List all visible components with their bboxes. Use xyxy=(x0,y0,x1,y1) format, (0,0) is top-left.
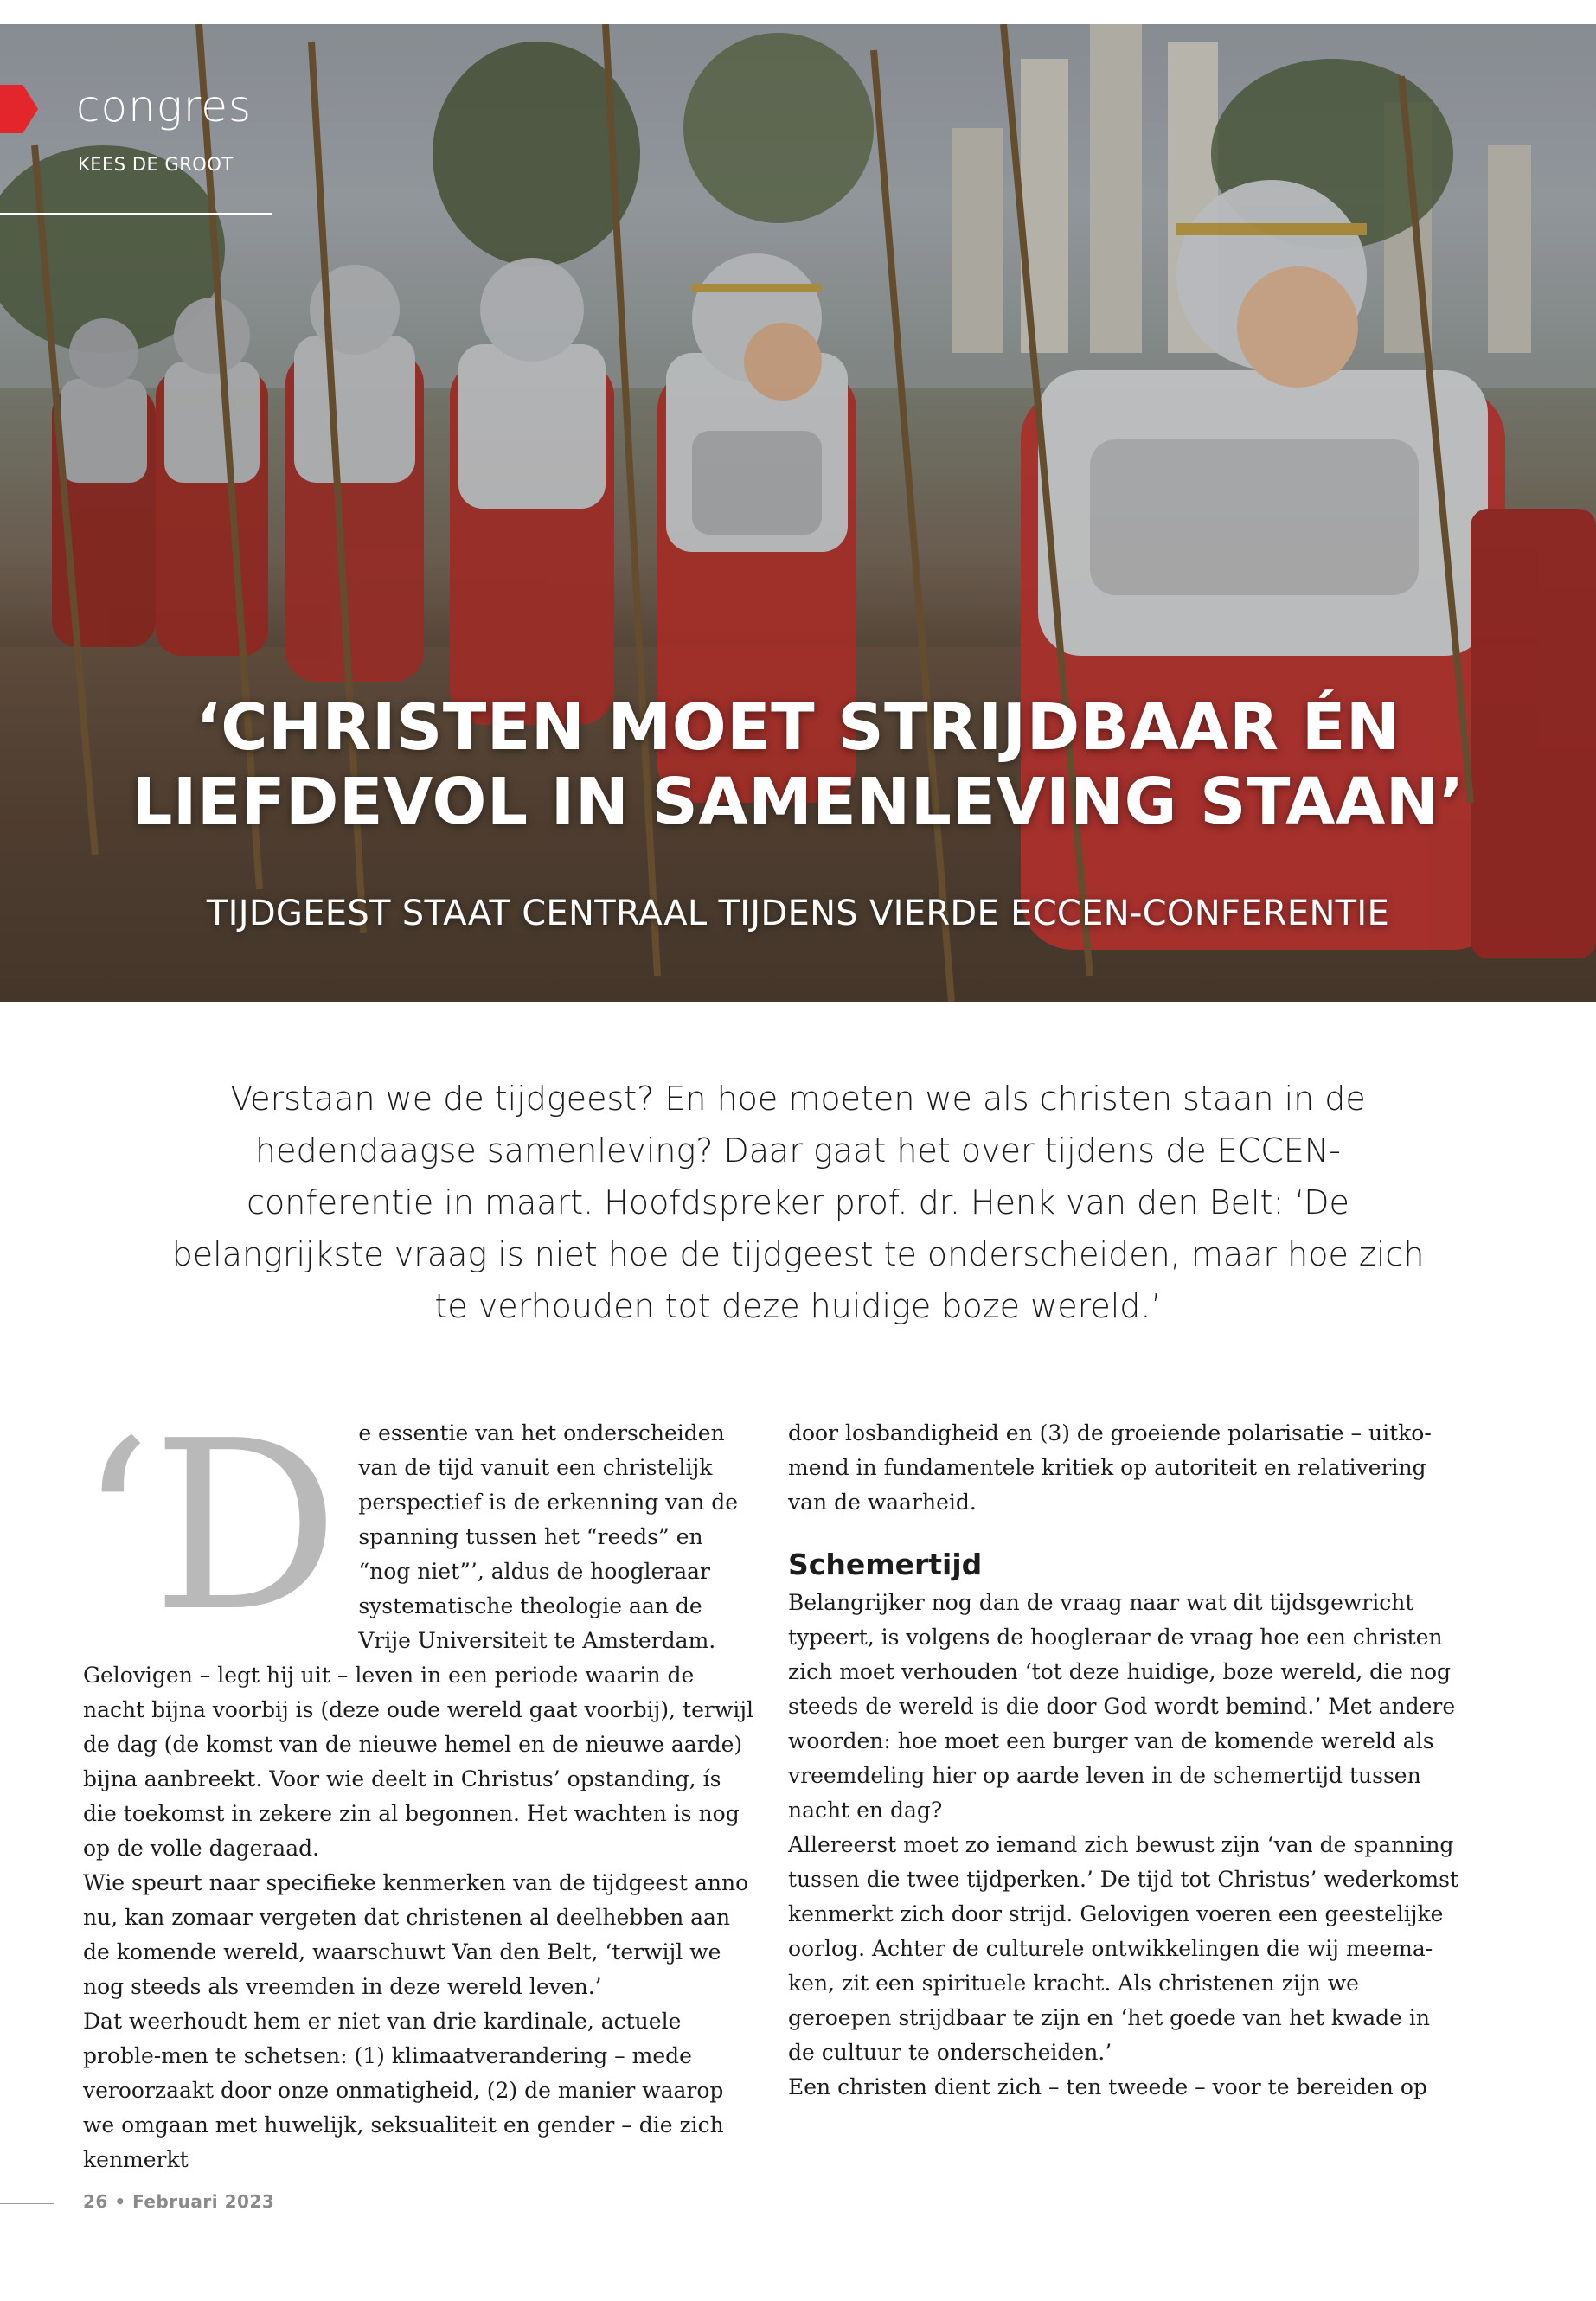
paragraph: Belangrijker nog dan de vraag naar wat dit tijdsgewricht typeert, is volgens de hoogleraar de vraag hoe een christen zich moet verhouden ‘tot deze huidige, boze wereld, die nog steeds de wereld is die door God wordt bemind.’ Met andere woorden: hoe moet een burger van de komende wereld als vreemdeling hier op aarde leven in de schemertijd tussen nacht en dag? xyxy=(788,1590,1456,1823)
author-byline: KEES DE GROOT xyxy=(78,154,234,175)
roman-legionaries-photo xyxy=(0,24,1596,1002)
article-intro: Verstaan we de tijdgeest? En hoe moeten we als christen staan in de hedendaagse samenleving? Daar gaat het over tijdens de ECCEN-conferentie in maart. Hoofdspreker prof. dr. Henk van den Belt: ‘De belangrijkste vraag is niet hoe de tijdgeest te onderscheiden, maar hoe zich te verhouden tot deze huidige boze wereld.’ xyxy=(171,1080,1425,1325)
footer-separator: • xyxy=(114,2191,126,2212)
footer-rule xyxy=(0,2203,54,2204)
article-headline xyxy=(52,690,1544,839)
article-subheadline: TIJDGEEST STAAT CENTRAAL TIJDENS VIERDE ECCEN-CONFERENTIE xyxy=(206,894,1390,933)
article-column-right xyxy=(788,1416,1463,2105)
paragraph: Allereerst moet zo iemand zich bewust zijn ‘van de spanning tussen die twee tijdperken.’ De tijd tot Christus’ wederkomst kenmerkt zich door strijd. Gelovigen voeren een geestelijke oorlog. Achter de culturele ontwikkelingen die wij meema-ken, zit een spirituele kracht. Als christenen zijn we geroepen strijdbaar te zijn en ‘het goede van het kwade in de cultuur te onderscheiden.’ xyxy=(788,1832,1459,2065)
page-footer xyxy=(83,2191,274,2212)
headline-line-2: LIEFDEVOL IN SAMENLEVING STAAN’ xyxy=(131,765,1465,839)
headline-line-1: ‘CHRISTEN MOET STRIJDBAAR ÉN xyxy=(195,690,1401,765)
paragraph: Een christen dient zich – ten tweede – voor te bereiden op xyxy=(788,2074,1427,2099)
drop-cap: ‘D xyxy=(78,1390,340,1663)
section-subheading: Schemertijd xyxy=(788,1548,983,1581)
page-number: 26 xyxy=(83,2191,108,2212)
issue-date: Februari 2023 xyxy=(132,2191,275,2212)
section-divider xyxy=(0,213,272,215)
paragraph: Wie speurt naar specifieke kenmerken van de tijdgeest anno nu, kan zomaar vergeten dat christenen al deelhebben aan de komende wereld, waarschuwt Van den Belt, ‘terwijl we nog steeds als vreemden in deze wereld leven.’ xyxy=(83,1870,749,1999)
hero-photo xyxy=(0,24,1596,1002)
paragraph: e essentie van het onderscheiden van de tijd vanuit een christelijk perspectief is de erkenning van de spanning tussen het “reeds” en “nog niet”’, aldus de hoogleraar systematische theologie aan de Vrije Universiteit te Amsterdam. Gelovigen – legt hij uit – leven in een periode waarin de nacht bijna voorbij is (deze oude wereld gaat voorbij), terwijl de dag (de komst van de nieuwe hemel en de nieuwe aarde) bijna aanbreekt. Voor wie deelt in Christus’ opstanding, ís die toekomst in zekere zin al begonnen. Het wachten is nog op de volle dageraad. xyxy=(83,1420,754,1861)
section-label: congres xyxy=(76,81,253,131)
article-column-left xyxy=(78,1390,758,2177)
paragraph: door losbandigheid en (3) de groeiende polarisatie – uitko-mend in fundamentele kritiek op autoriteit en relativering van de waarheid. xyxy=(788,1420,1432,1515)
paragraph: Dat weerhoudt hem er niet van drie kardinale, actuele proble-men te schetsen: (1) klimaatverandering – mede veroorzaakt door onze onmatigheid, (2) de manier waarop we omgaan met huwelijk, seksualiteit en gender – die zich kenmerkt xyxy=(83,2009,724,2172)
